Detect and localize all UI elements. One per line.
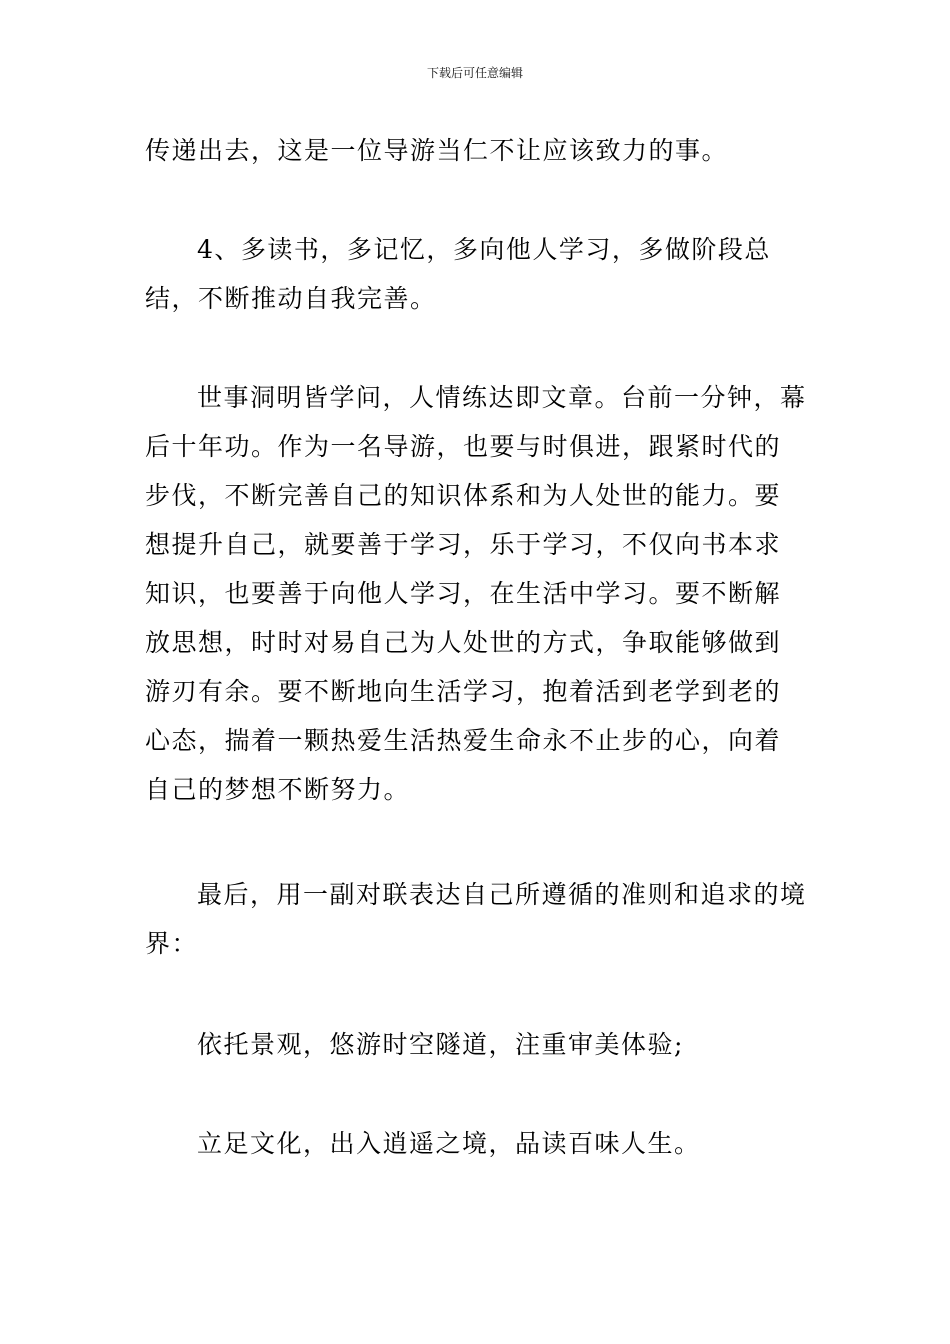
couplet-line-2: 立足文化，出入逍遥之境，品读百味人生。 — [197, 1129, 701, 1158]
paragraph-body: 世事洞明皆学问，人情练达即文章。台前一分钟，幕后十年功。作为一名导游，也要与时俱进，跟紧时代的步伐，不断完善自己的知识体系和为人处世的能力。要想提升自己，就要善于学习，乐于学习，不仅向书本求知识，也要善于向他人学习，在生活中学习。要不断解放思想，时时对易自己为人处世的方式，争取能够做到游刃有余。要不断地向生活学习，抱着活到老学到老的心态，揣着一颗热爱生活热爱生命永不止步的心，向着自己的梦想不断努力。 — [145, 383, 807, 804]
paragraph-conclusion: 最后，用一副对联表达自己所遵循的准则和追求的境界： — [145, 880, 807, 958]
couplet-line-1: 依托景观，悠游时空隧道，注重审美体验; — [197, 1030, 684, 1059]
paragraph-continuation: 传递出去，这是一位导游当仁不让应该致力的事。 — [145, 136, 729, 165]
paragraph-item-4: 4、多读书，多记忆，多向他人学习，多做阶段总结，不断推动自我完善。 — [145, 235, 771, 313]
page-header: 下载后可任意编辑 — [426, 66, 523, 80]
